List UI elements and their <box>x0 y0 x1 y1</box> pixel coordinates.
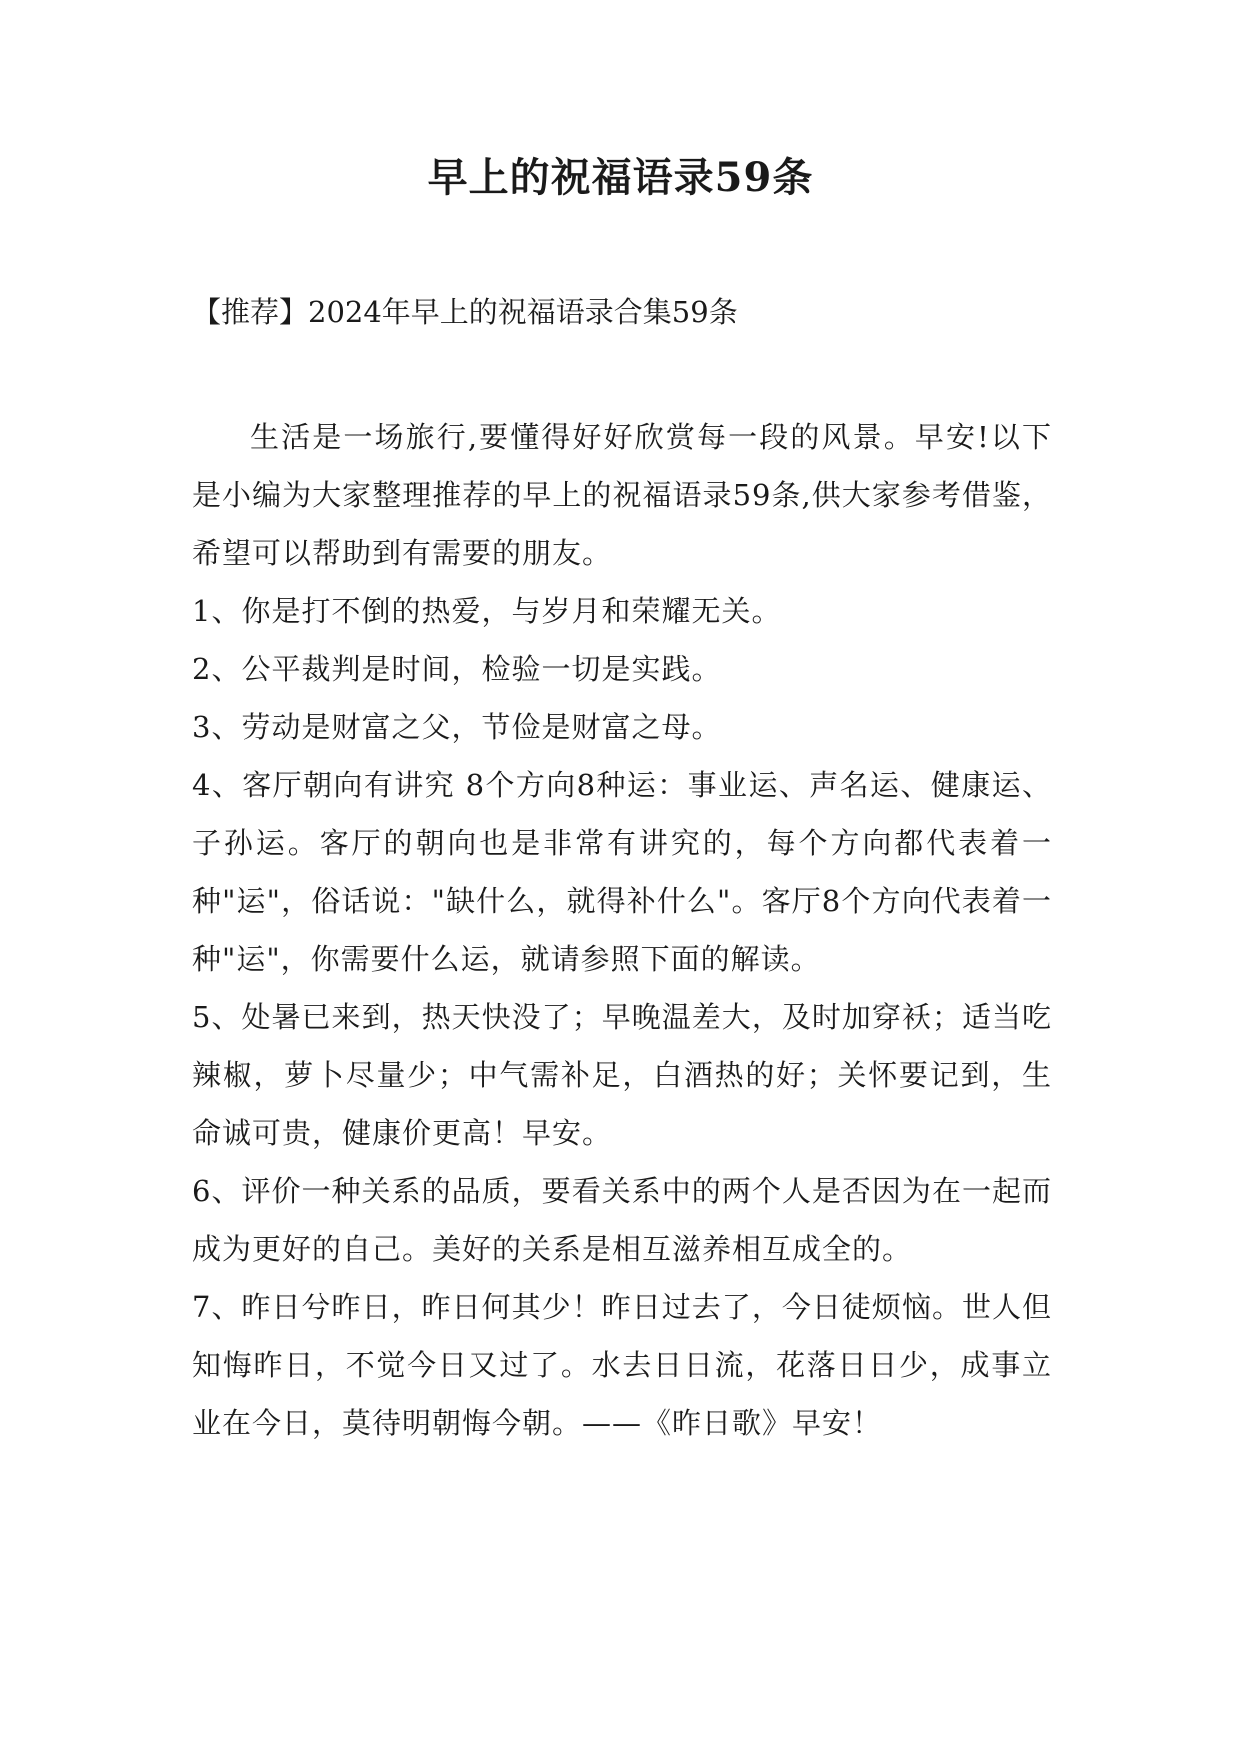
list-item: 2、公平裁判是时间，检验一切是实践。 <box>192 652 722 686</box>
list-item: 6、评价一种关系的品质，要看关系中的两个人是否因为在一起而成为更好的自己。美好的关系是相互滋养相互成全的。 <box>192 1174 1052 1266</box>
list-item: 3、劳动是财富之父，节俭是财富之母。 <box>192 710 722 744</box>
document-title: 早上的祝福语录59条 <box>427 154 814 201</box>
document-body <box>192 408 1052 1452</box>
list-item: 7、昨日兮昨日，昨日何其少！昨日过去了，今日徒烦恼。世人但知悔昨日，不觉今日又过了。水去日日流，花落日日少，成事立业在今日，莫待明朝悔今朝。——《昨日歌》早安！ <box>192 1290 1052 1440</box>
list-item: 1、你是打不倒的热爱，与岁月和荣耀无关。 <box>192 594 782 628</box>
document-subtitle: 【推荐】2024年早上的祝福语录合集59条 <box>192 295 738 329</box>
intro-paragraph: 生活是一场旅行,要懂得好好欣赏每一段的风景。早安!以下是小编为大家整理推荐的早上的祝福语录59条,供大家参考借鉴，希望可以帮助到有需要的朋友。 <box>192 420 1052 570</box>
list-item: 5、处暑已来到，热天快没了；早晚温差大，及时加穿袄；适当吃辣椒，萝卜尽量少；中气需补足，白酒热的好；关怀要记到，生命诚可贵，健康价更高！早安。 <box>192 1000 1052 1150</box>
list-item: 4、客厅朝向有讲究 8个方向8种运：事业运、声名运、健康运、子孙运。客厅的朝向也是非常有讲究的，每个方向都代表着一种"运"，俗话说："缺什么，就得补什么"。客厅8个方向代表着一种"运"，你需要什么运，就请参照下面的解读。 <box>192 768 1052 976</box>
